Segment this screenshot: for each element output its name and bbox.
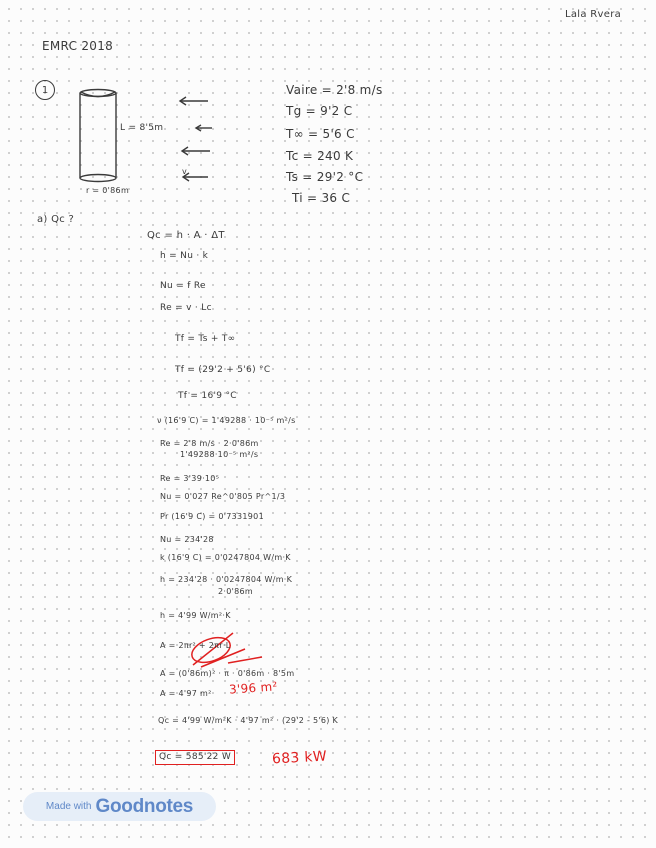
final-answer-correction: 683 kW bbox=[271, 748, 328, 768]
step-prandtl: Pr (16'9 C) = 0'7331901 bbox=[160, 512, 264, 521]
given-t-infinity: T∞ = 5'6 C bbox=[286, 127, 355, 141]
step-reynolds-result: Re = 3'39·10⁵ bbox=[160, 474, 220, 483]
goodnotes-badge[interactable] bbox=[23, 792, 216, 821]
given-air-velocity: Vaire = 2'8 m/s bbox=[286, 83, 383, 97]
step-film-temp-result: Tf = 16'9 °C bbox=[178, 391, 237, 401]
step-film-temp-formula: Tf = Ts + T∞ bbox=[175, 334, 236, 344]
area-correction: 3'96 m² bbox=[228, 679, 279, 697]
page-title: EMRC 2018 bbox=[42, 39, 114, 53]
given-tg: Tg = 9'2 C bbox=[286, 104, 353, 118]
step-reynolds-numerator: Re = 2'8 m/s · 2·0'86m bbox=[160, 439, 259, 448]
step-area-result: A = 4'97 m² bbox=[160, 689, 212, 698]
step-film-temp-values: Tf = (29'2 + 5'6) °C bbox=[175, 365, 271, 375]
step-area-values: A = (0'86m)² · π · 0'86m · 8'5m bbox=[160, 669, 295, 678]
badge-made-with: Made with bbox=[45, 801, 92, 812]
step-nu-formula: Nu = f Re bbox=[160, 281, 206, 291]
problem-number-badge bbox=[35, 80, 55, 100]
cylinder-top-ellipse bbox=[80, 90, 116, 97]
step-kinematic-viscosity: ν (16'9 C) = 1'49288 · 10⁻⁵ m²/s bbox=[157, 416, 296, 425]
author-name: Lala Rvera bbox=[565, 9, 622, 20]
step-nusselt-result: Nu = 234'28 bbox=[160, 535, 214, 544]
cylinder-height-label: L = 8'5m bbox=[120, 123, 164, 133]
cylinder-diameter-label: r = 0'86m bbox=[86, 186, 130, 195]
given-ti: Ti = 36 C bbox=[292, 191, 351, 205]
step-h-formula: h = Nu · k bbox=[160, 251, 209, 261]
flow-arrow-1-head bbox=[180, 97, 186, 105]
flow-arrow-2-head bbox=[196, 125, 201, 131]
flow-arrow-3-head bbox=[182, 147, 188, 155]
flow-velocity-label: v bbox=[182, 167, 188, 176]
step-h-values: h = 234'28 · 0'0247804 W/m·K bbox=[160, 575, 293, 584]
step-heat-values: Qc = 4'99 W/m²K · 4'97 m² · (29'2 - 5'6) K bbox=[158, 716, 339, 725]
step-reynolds-denominator: 1'49288·10⁻⁵ m²/s bbox=[180, 450, 259, 459]
question-label: a) Qc ? bbox=[37, 214, 75, 225]
given-ts: Ts = 29'2 °C bbox=[286, 170, 364, 184]
correction-underline bbox=[228, 657, 262, 663]
step-h-values-denominator: 2·0'86m bbox=[218, 587, 253, 596]
step-re-formula: Re = v · Lc bbox=[160, 303, 212, 313]
step-thermal-conductivity: k (16'9 C) = 0'0247804 W/m·K bbox=[160, 553, 291, 562]
step-h-result: h = 4'99 W/m²·K bbox=[160, 611, 231, 620]
final-answer-box: Qc = 585'22 W bbox=[155, 750, 235, 765]
cylinder-top-inner-curve bbox=[81, 92, 115, 97]
problem-number: 1 bbox=[41, 84, 49, 96]
cylinder-bottom-ellipse bbox=[80, 175, 116, 182]
correction-strike-2 bbox=[201, 649, 245, 667]
step-heat-transfer-formula: Qc = h · A · ΔT bbox=[147, 230, 225, 241]
goodnotes-logo: Goodnotes bbox=[95, 795, 194, 817]
step-area-formula: A = 2πr² + 2πr·L bbox=[160, 641, 231, 650]
correction-circle bbox=[188, 633, 233, 667]
step-nusselt-correlation: Nu = 0'027 Re^0'805 Pr^1/3 bbox=[160, 492, 286, 501]
given-tc: Tc = 240 K bbox=[286, 149, 354, 163]
